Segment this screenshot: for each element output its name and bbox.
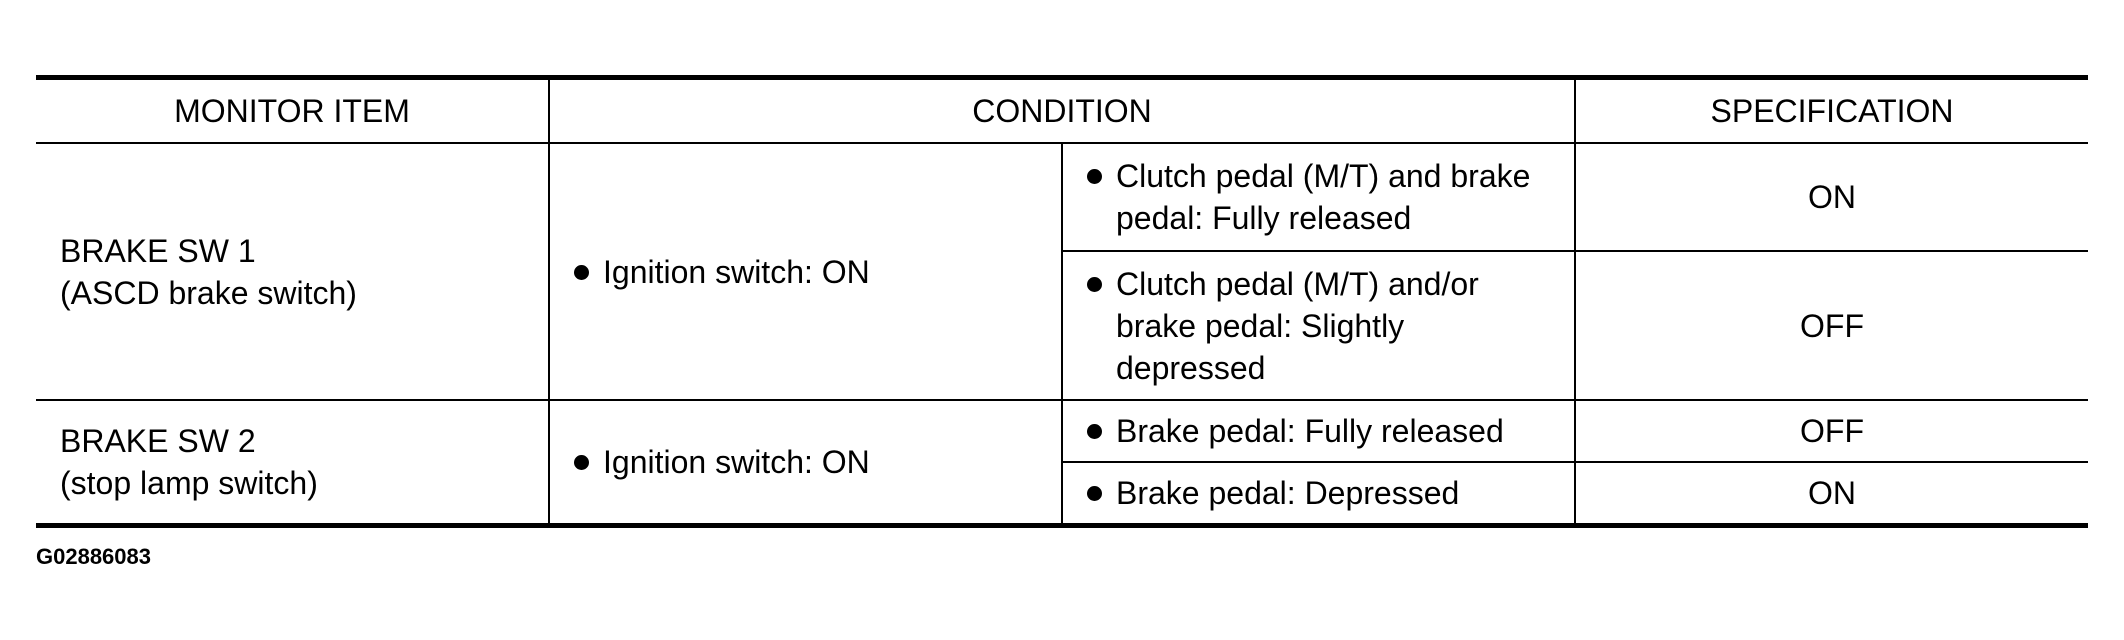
condition-text: Ignition switch: ON xyxy=(603,444,870,480)
monitor-item-desc: (ASCD brake switch) xyxy=(60,274,357,311)
sub-condition-text: Clutch pedal (M/T) and brake pedal: Fully released xyxy=(1116,158,1531,236)
spec-value: OFF xyxy=(1575,400,2088,462)
sub-condition-text: Brake pedal: Fully released xyxy=(1116,413,1504,449)
bullet-icon xyxy=(1087,169,1102,184)
monitor-item-desc: (stop lamp switch) xyxy=(60,465,318,501)
header-specification: SPECIFICATION xyxy=(1575,78,2088,144)
header-monitor-item: MONITOR ITEM xyxy=(36,78,549,144)
sub-condition-cell xyxy=(1062,251,1575,400)
sub-condition-cell xyxy=(1062,143,1575,251)
header-row xyxy=(36,78,2088,144)
monitor-item-name: BRAKE SW 1 xyxy=(60,232,256,269)
bullet-icon xyxy=(574,265,589,280)
spec-value: ON xyxy=(1575,143,2088,251)
bullet-icon xyxy=(1087,486,1102,501)
header-condition: CONDITION xyxy=(549,78,1575,144)
bullet-icon xyxy=(574,455,589,470)
monitor-item-cell xyxy=(36,400,549,526)
spec-value: ON xyxy=(1575,462,2088,526)
spec-value: OFF xyxy=(1575,251,2088,400)
monitor-item-name: BRAKE SW 2 xyxy=(60,423,256,459)
monitor-spec-table xyxy=(36,75,2088,528)
condition-text: Ignition switch: ON xyxy=(603,253,870,290)
bullet-icon xyxy=(1087,277,1102,292)
sub-condition-text: Clutch pedal (M/T) and/or brake pedal: Slightly depressed xyxy=(1116,265,1479,386)
bullet-icon xyxy=(1087,424,1102,439)
sub-condition-text: Brake pedal: Depressed xyxy=(1116,475,1460,511)
sub-condition-cell xyxy=(1062,400,1575,462)
condition-cell xyxy=(549,400,1062,526)
monitor-item-cell xyxy=(36,143,549,400)
condition-cell xyxy=(549,143,1062,400)
figure-code: G02886083 xyxy=(36,544,151,569)
table-row xyxy=(36,400,2088,462)
table-row xyxy=(36,143,2088,251)
sub-condition-cell xyxy=(1062,462,1575,526)
